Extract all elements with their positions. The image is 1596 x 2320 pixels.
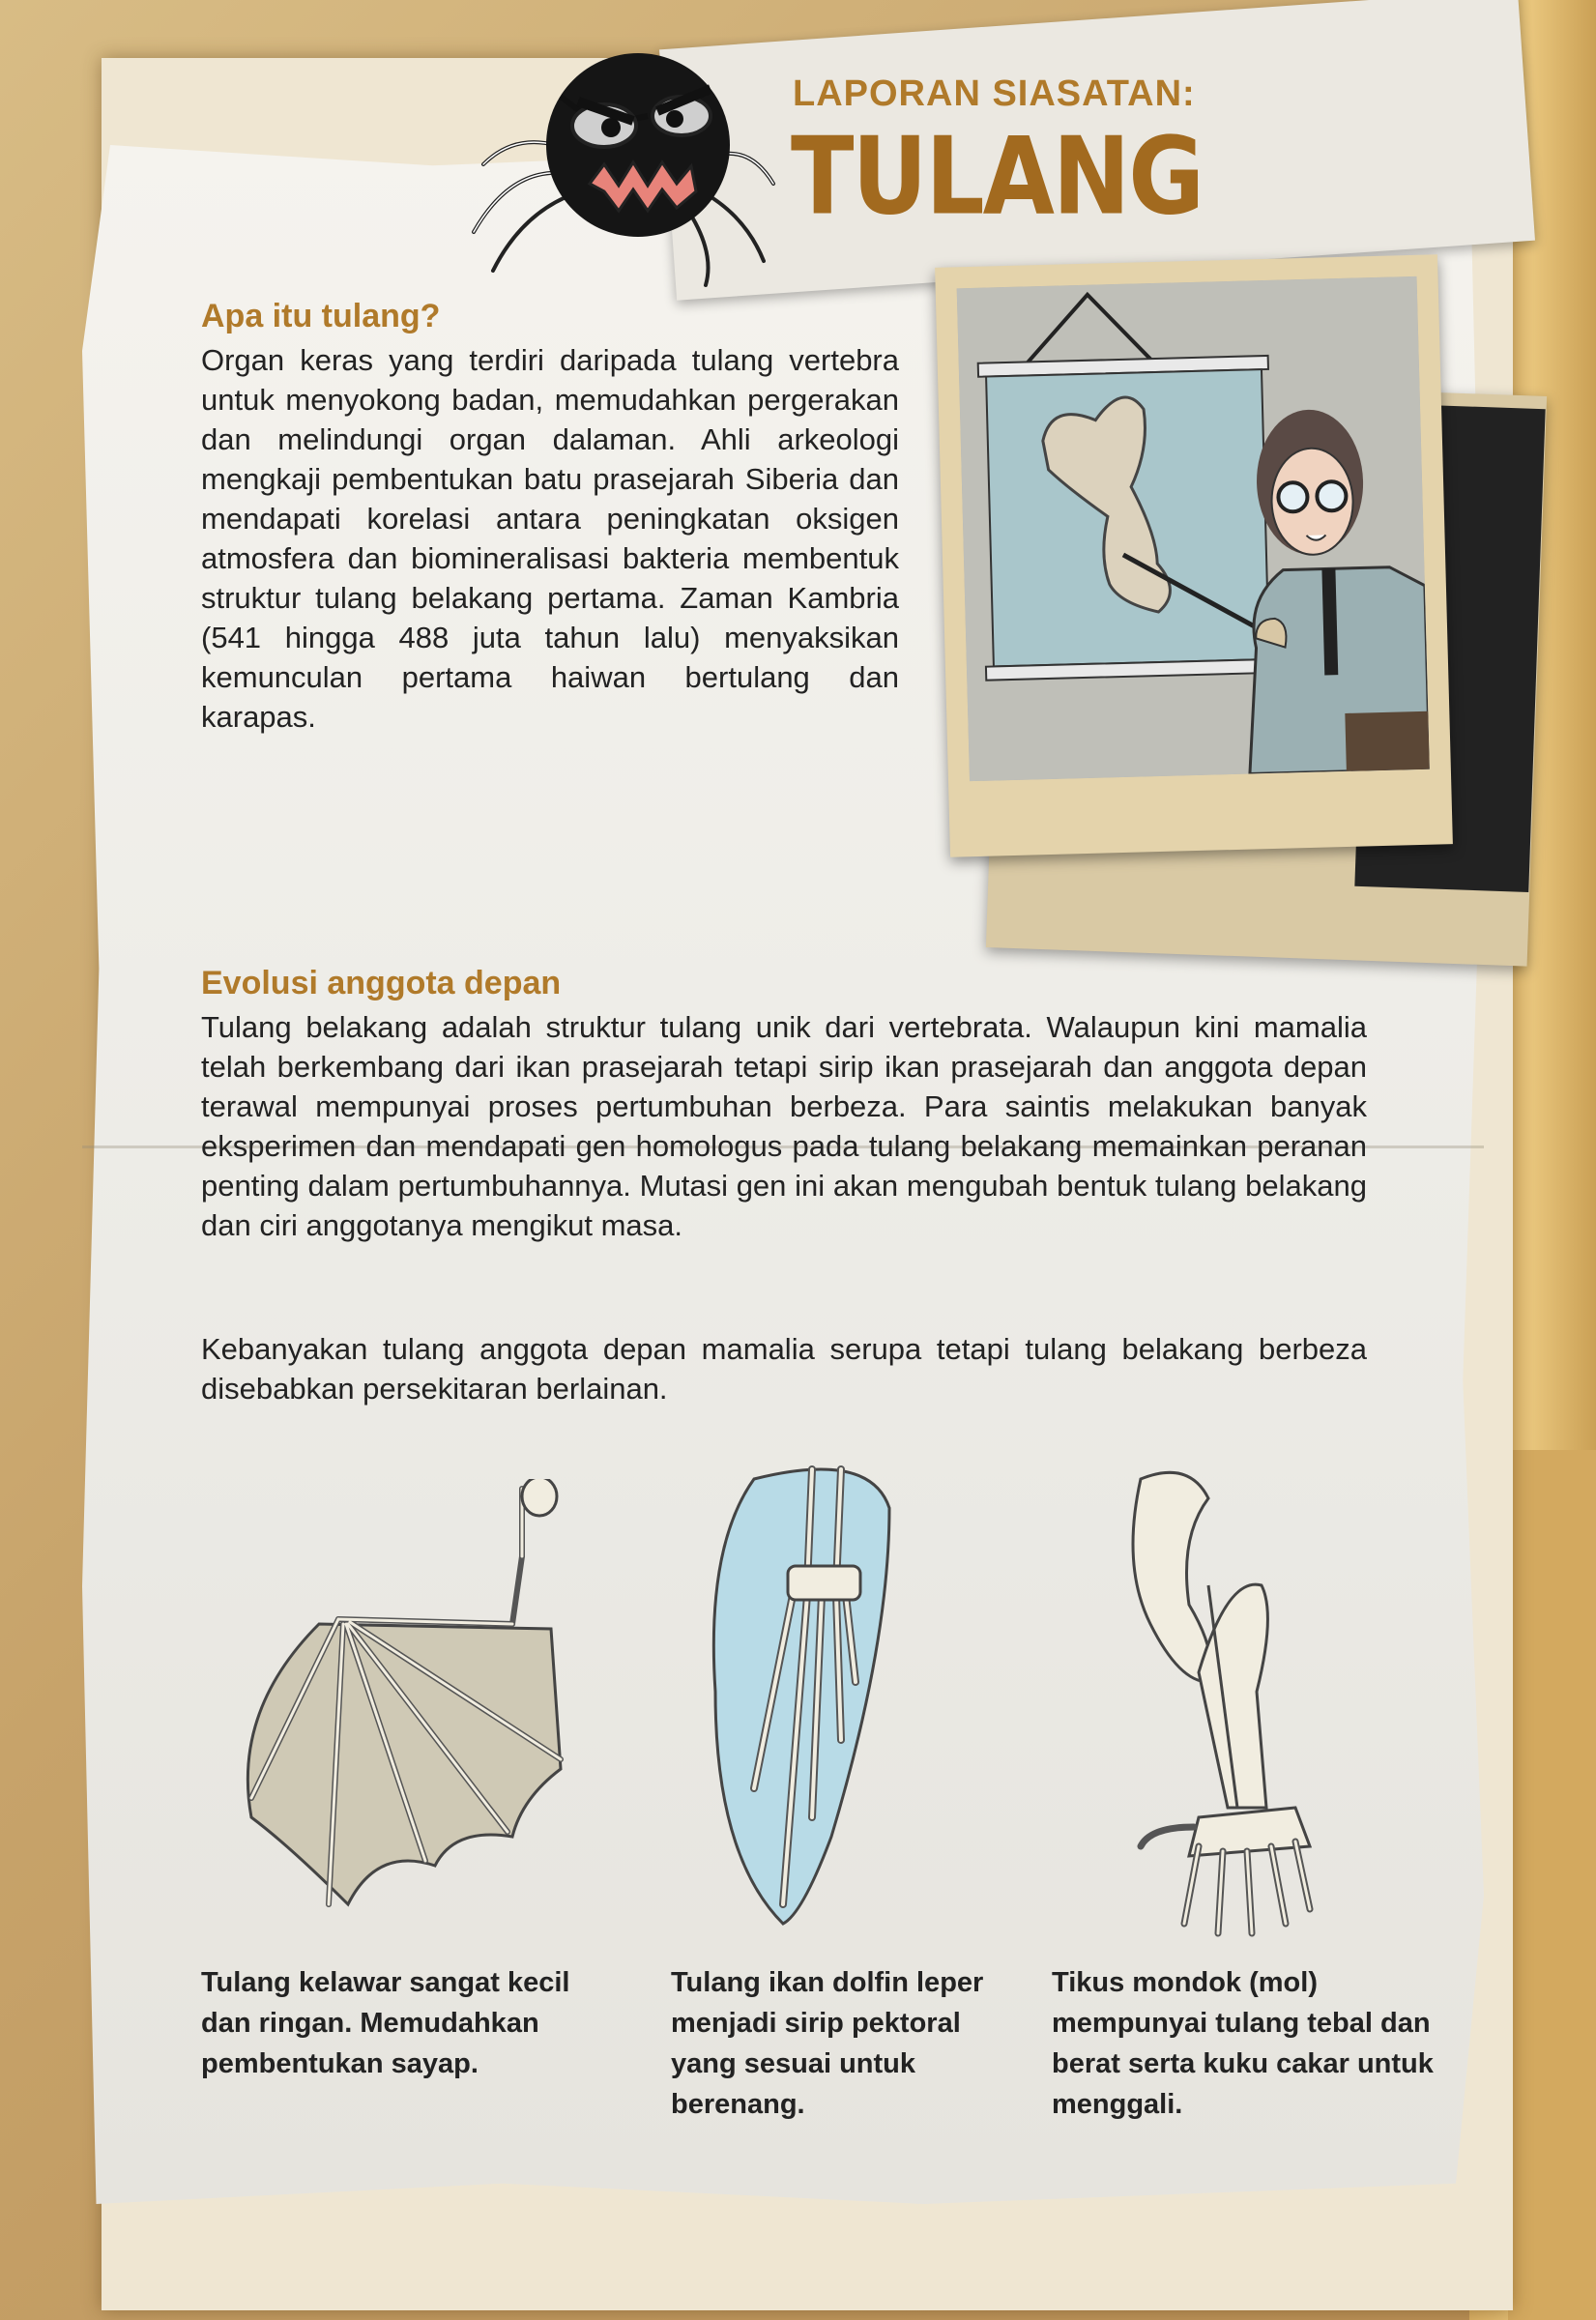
- section-text-what-is-bone: Organ keras yang terdiri daripada tulang vertebra untuk menyokong badan, memudahkan pergerakan dan melindungi organ dalaman. Ahli arkeologi mengkaji pembentukan batu prasejarah Siberia dan mendapati korelasi antara peningkatan oksigen atmosfera dan biomineralisasi bakteria membentuk struktur tulang belakang pertama. Zaman Kambria (541 hingga 488 juta tahun lalu) menyaksikan kemunculan pertama haiwan bertulang dan karapas.: [201, 343, 899, 734]
- caption-dolphin: Tulang ikan dolfin leper menjadi sirip pektoral yang sesuai untuk berenang.: [671, 1967, 984, 2120]
- teacher-bone-illustration: [957, 276, 1430, 781]
- folder-tab-lower: [1508, 1450, 1596, 2320]
- dolphin-flipper-skeleton-illustration: [696, 1450, 947, 1933]
- bat-wing-skeleton-illustration: [232, 1479, 619, 1943]
- section-heading-forelimb-evolution: Evolusi anggota depan: [201, 965, 562, 1001]
- section-text-forelimb-paragraph-2: Kebanyakan tulang anggota depan mamalia serupa tetapi tulang belakang berbeza disebabkan persekitaran berlainan.: [201, 1332, 1367, 1406]
- report-subtitle: LAPORAN SIASATAN:: [793, 73, 1196, 114]
- section-heading-what-is-bone: Apa itu tulang?: [201, 298, 441, 334]
- caption-mole: Tikus mondok (mol) mempunyai tulang tebal dan berat serta kuku cakar untuk menggali.: [1052, 1967, 1434, 2120]
- spider-mascot-icon: [454, 19, 822, 290]
- report-title: TULANG: [791, 114, 1204, 239]
- section-text-forelimb-paragraph-1: Tulang belakang adalah struktur tulang unik dari vertebrata. Walaupun kini mamalia telah berkembang dari ikan prasejarah tetapi sirip ikan prasejarah dan anggota depan terawal mempunyai proses pertumbuhan berbeza. Para saintis melakukan banyak eksperimen dan mendapati gen homologus pada tulang belakang memainkan peranan penting dalam pertumbuhannya. Mutasi gen ini akan mengubah bentuk tulang belakang dan ciri anggotanya mengikut masa.: [201, 1010, 1367, 1242]
- caption-bat: Tulang kelawar sangat kecil dan ringan. Memudahkan pembentukan sayap.: [201, 1967, 570, 2079]
- mole-forelimb-skeleton-illustration: [1102, 1460, 1334, 1943]
- photo-teacher: [935, 254, 1453, 856]
